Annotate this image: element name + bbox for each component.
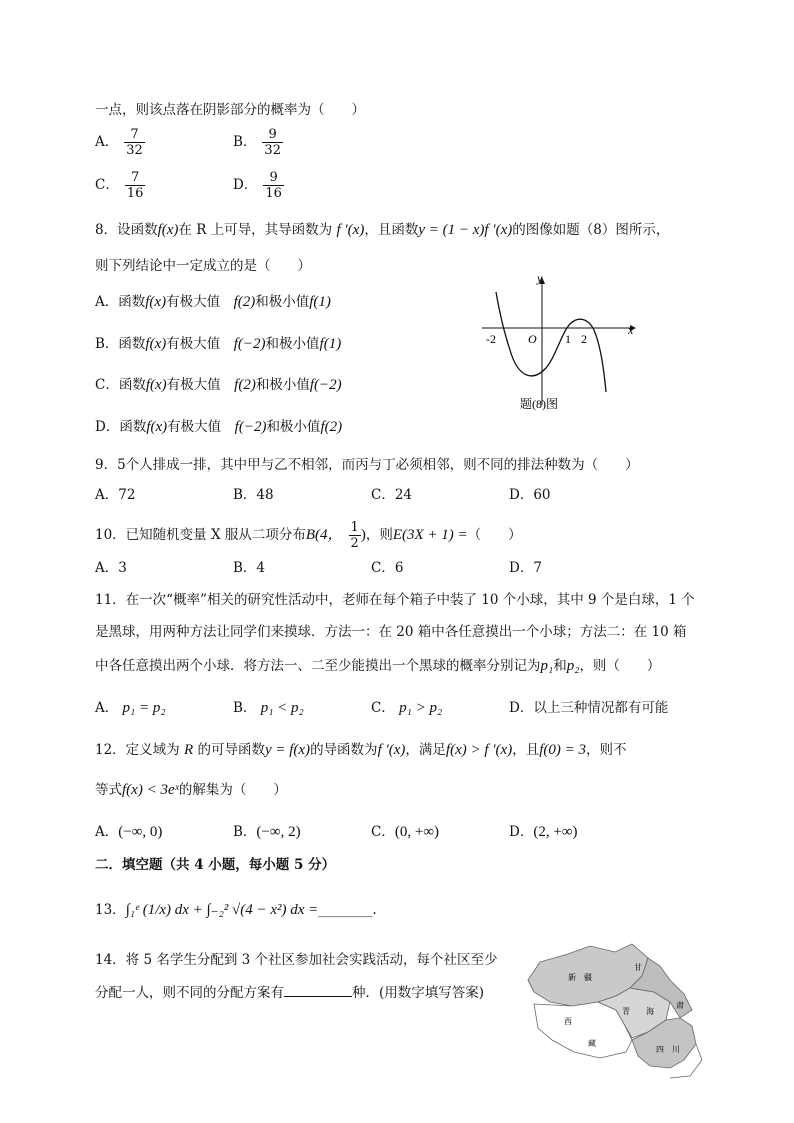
q11-stem-line1: 11．在一次“概率”相关的研究性活动中，老师在每个箱子中装了 10 个小球，其中 9 个是白球，1 个 — [95, 592, 695, 608]
q7-option-d: D． $\frac{9}{16}$ — [233, 170, 282, 201]
y-axis-label: y — [537, 271, 543, 285]
tick-label-neg2: -2 — [486, 332, 496, 346]
q12-option-a: A．(−∞, 0) — [95, 824, 163, 840]
q14-stem-line2: 分配一人，则不同的分配方案有 种．(用数字填写答案) — [95, 982, 484, 1003]
tick-label-1: 1 — [565, 332, 571, 346]
q9-option-d: D．60 — [509, 487, 551, 503]
q7-option-c: C． $\frac{7}{16}$ — [95, 170, 144, 201]
q8-graph — [478, 270, 638, 415]
q13-stem: 13．∫₁ᵉ (1/x) dx + ∫₋₂² √(4 − x²) dx =________. — [95, 902, 377, 918]
q8-option-c: C．函数f(x)有极大值 f(2)和极小值f(−2) — [95, 377, 342, 393]
q9-option-c: C．24 — [371, 487, 413, 503]
q12-option-b: B．(−∞, 2) — [233, 824, 301, 840]
q8-option-b: B．函数f(x)有极大值 f(−2)和极小值f(1) — [95, 336, 342, 352]
map-label-sichuan: 四 川 — [656, 1045, 680, 1054]
q12-stem-line1: 12．定义域为 R 的可导函数y = f(x)的导函数为f ′(x)，满足f(x) > f ′(x)，且f(0) = 3，则不 — [95, 742, 627, 758]
section-2-heading: 二．填空题（共 4 小题，每小题 5 分） — [95, 857, 336, 873]
map-label-qinghai: 青 海 — [622, 1007, 654, 1016]
q10-option-d: D．7 — [509, 560, 542, 576]
map-label-su: 肃 — [676, 1001, 684, 1010]
q12-option-c: C．(0, +∞) — [371, 824, 439, 840]
tick-label-2: 2 — [581, 332, 587, 346]
q7-stem: 一点，则该点落在阴影部分的概率为（ ） — [95, 102, 365, 118]
q11-option-a: A． p₁ = p₂ — [95, 700, 166, 716]
function-curve — [496, 292, 606, 392]
q11-stem-line2: 是黑球，用两种方法让同学们来摸球．方法一：在 20 箱中各任意摸出一个小球；方法二：在 10 箱 — [95, 624, 687, 640]
origin-label: O — [528, 332, 537, 346]
q8-stem-line2: 则下列结论中一定成立的是（ ） — [95, 258, 311, 274]
q9-option-a: A．72 — [95, 487, 136, 503]
x-axis-label: x — [628, 323, 634, 337]
q10-option-a: A．3 — [95, 560, 127, 576]
map-label-xinjiang: 新 疆 — [568, 973, 592, 982]
q9-stem: 9．5个人排成一排，其中甲与乙不相邻，而丙与丁必须相邻，则不同的排法种数为（ ） — [95, 457, 639, 473]
q8-option-a: A．函数f(x)有极大值 f(2)和极小值f(1) — [95, 294, 331, 310]
q14-map — [520, 940, 710, 1082]
q8-stem-line1: 8．设函数f(x)在 R 上可导，其导函数为 f ′(x)，且函数y = (1 − x)f ′(x)的图像如题（8）图所示， — [95, 222, 670, 238]
q9-option-b: B．48 — [233, 487, 274, 503]
q11-option-d: D．以上三种情况都有可能 — [509, 700, 669, 716]
q12-option-d: D．(2, +∞) — [509, 824, 578, 840]
q7-option-a: A． $\frac{7}{32}$ — [95, 127, 143, 158]
q11-stem-line3: 中各任意摸出两个小球．将方法一、二至少能摸出一个黑球的概率分别记为p₁和p₂，则（ ） — [95, 658, 661, 674]
q8-option-d: D．函数f(x)有极大值 f(−2)和极小值f(2) — [95, 419, 343, 435]
q12-stem-line2: 等式f(x) < 3eˣ的解集为（ ） — [95, 782, 287, 798]
map-label-xi: 西 — [564, 1017, 572, 1026]
q10-stem: 10．已知随机变量 X 服从二项分布B(4， $\frac{1}{2}$ )，则E(3X + 1) =（ ） — [95, 520, 522, 551]
map-label-gan: 甘 — [634, 963, 642, 972]
graph-caption: 题(8)图 — [520, 397, 558, 411]
map-label-zang: 藏 — [588, 1039, 596, 1048]
q7-option-b: B． $\frac{9}{32}$ — [233, 127, 281, 158]
q11-option-c: C． p₁ > p₂ — [371, 700, 443, 716]
q10-option-c: C．6 — [371, 560, 404, 576]
answer-blank — [284, 982, 352, 997]
q11-option-b: B． p₁ < p₂ — [233, 700, 304, 716]
q10-option-b: B．4 — [233, 560, 266, 576]
q14-stem-line1: 14．将 5 名学生分配到 3 个社区参加社会实践活动，每个社区至少 — [95, 952, 498, 968]
